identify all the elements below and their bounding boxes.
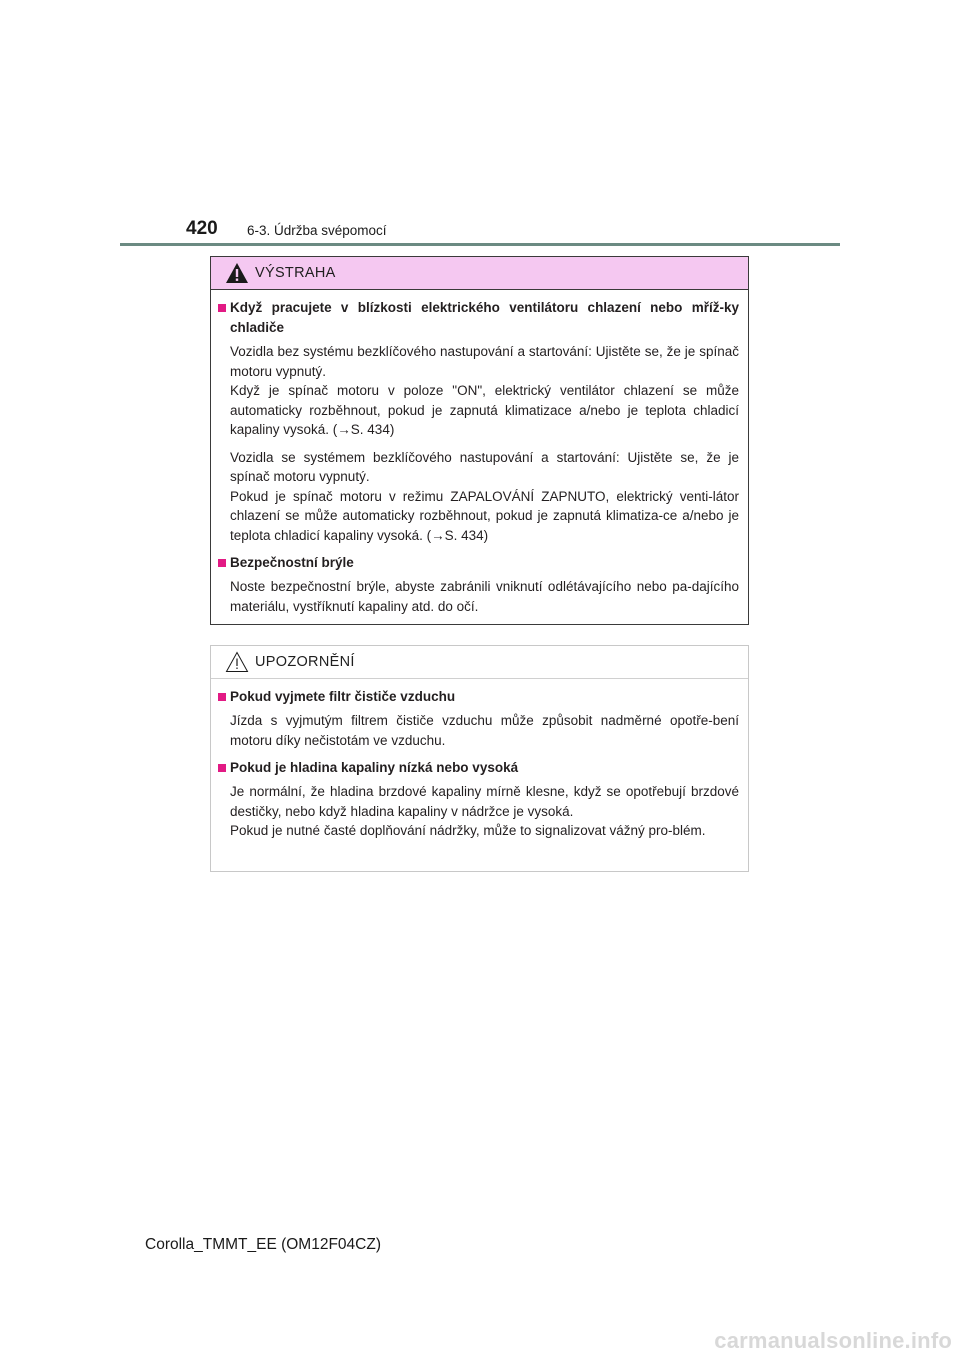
warning-box-body [211,290,748,616]
bullet-square-icon [218,559,226,567]
warning-item-heading [217,298,739,338]
caution-item-air-filter [217,687,739,750]
caution-box [210,645,749,872]
caution-title: UPOZORNĚNÍ [255,654,355,670]
manual-code-footer: Corolla_TMMT_EE (OM12F04CZ) [145,1236,381,1253]
caution-box-body [211,679,748,841]
caution-item-heading [217,687,739,707]
caution-triangle-icon [225,651,249,673]
bullet-square-icon [218,304,226,312]
caution-item-fluid-level [217,758,739,841]
warning-box-header [211,257,748,290]
caution-item-heading [217,758,739,778]
warning-item-heading-text: Když pracujete v blízkosti elektrického ventilátoru chlazení nebo mříž-ky chladiče [230,300,739,335]
page-number: 420 [186,218,218,239]
bullet-square-icon [218,764,226,772]
section-title: 6-3. Údržba svépomocí [247,223,387,238]
warning-box [210,256,749,625]
caution-paragraph: Je normální, že hladina brzdové kapaliny mírně klesne, když se opotřebují brzdové destičky, nebo když hladina kapaliny v nádržce je vysoká. Pokud je nutné časté doplňování nádržky, může to signalizovat vážný pro-blém. [230,784,739,838]
warning-triangle-icon [225,262,249,284]
warning-item-heading-text: Bezpečnostní brýle [230,555,354,570]
caution-paragraph: Jízda s vyjmutým filtrem čističe vzduchu může způsobit nadměrné opotře-bení motoru díky nečistotám ve vzduchu. [230,713,739,748]
warning-paragraph: Noste bezpečnostní brýle, abyste zabránili vniknutí odlétávajícího nebo pa-dajícího materiálu, vystříknutí kapaliny atd. do očí. [230,579,739,614]
warning-item-fan [217,298,739,545]
warning-item-goggles [217,553,739,616]
caution-item-heading-text: Pokud vyjmete filtr čističe vzduchu [230,689,456,704]
caution-box-header [211,646,748,679]
warning-title: VÝSTRAHA [255,265,336,281]
watermark-logo: carmanualsonline.info [714,1328,952,1353]
header-divider [120,243,840,246]
warning-paragraph: Vozidla se systémem bezklíčového nastupování a startování: Ujistěte se, že je spínač motoru vypnutý. Pokud je spínač motoru v režimu ZAPALOVÁNÍ ZAPNUTO, elektrický venti-látor chlazení se může automaticky rozběhnout, pokud je zapnutá klimatiza-ce a/nebo je teplota chladicí kapaliny vysoká. (→S. 434) [230,449,739,543]
warning-paragraph: Vozidla bez systému bezklíčového nastupování a startování: Ujistěte se, že je spínač motoru vypnutý. Když je spínač motoru v poloze "ON", elektrický ventilátor chlazení se může automaticky rozběhnout, pokud je zapnutá klimatizace a/nebo je teplota chladicí kapaliny vysoká. (→S. 434) [230,344,739,437]
bullet-square-icon [218,693,226,701]
warning-item-heading [217,553,739,573]
caution-item-heading-text: Pokud je hladina kapaliny nízká nebo vysoká [230,760,519,775]
